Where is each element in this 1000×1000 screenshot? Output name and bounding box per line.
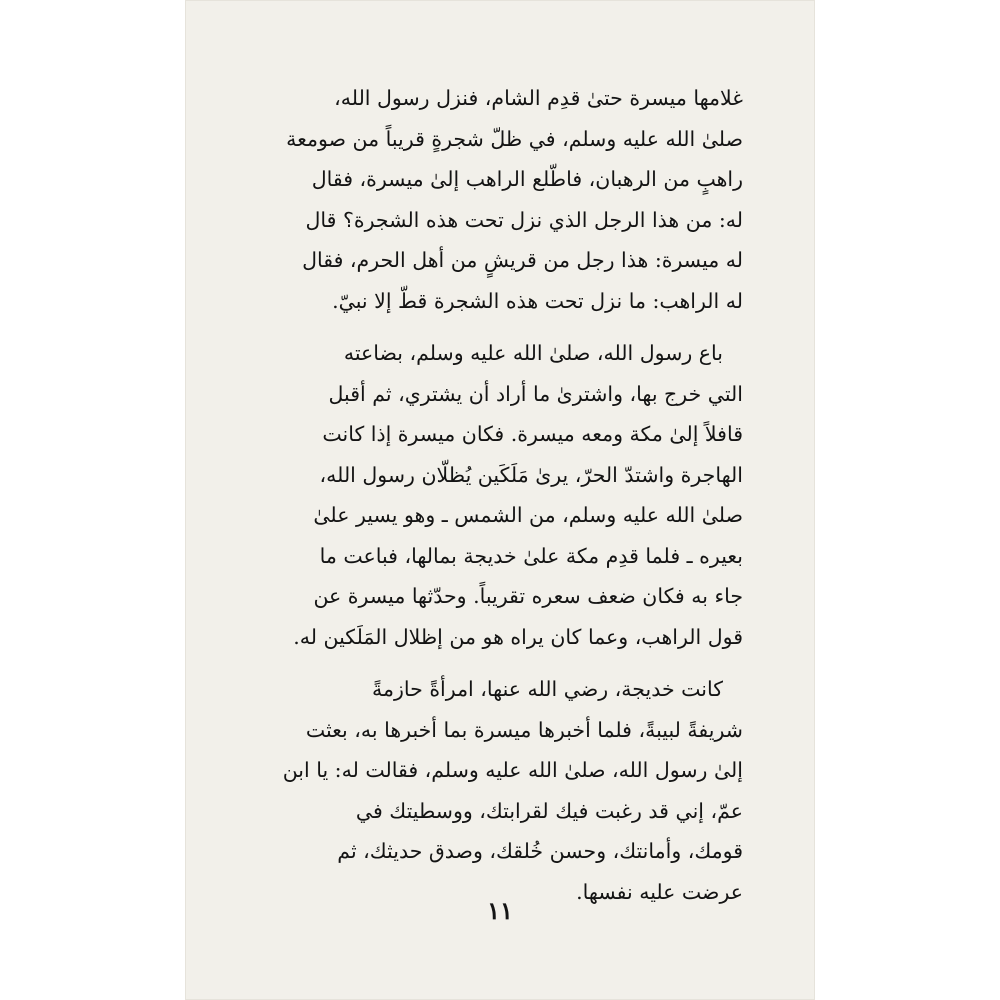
page-number: ١١	[487, 896, 513, 925]
paragraph-1: غلامها ميسرة حتىٰ قدِم الشام، فنزل رسول الله، صلىٰ الله عليه وسلم، في ظلّ شجرةٍ قريباً من صومعة راهبٍ من الرهبان، فاطّلع الراهب إلىٰ ميسرة، فقال له: من هذا الرجل الذي نزل تحت هذه الشجرة؟ قال له ميسرة: هذا رجل من قريشٍ من أهل الحرم، فقال له الراهب: ما نزل تحت هذه الشجرة قطّ إلا نبيّ.	[286, 86, 743, 313]
book-page	[185, 0, 815, 1000]
page-body-text	[255, 78, 743, 912]
paragraph-2: باع رسول الله، صلىٰ الله عليه وسلم، بضاعته التي خرج بها، واشترىٰ ما أراد أن يشتري، ثم أقبل قافلاً إلىٰ مكة ومعه ميسرة. فكان ميسرة إذا كانت الهاجرة واشتدّ الحرّ، يرىٰ مَلَكَين يُظلّان رسول الله، صلىٰ الله عليه وسلم، من الشمس ـ وهو يسير علىٰ بعيره ـ فلما قدِم مكة علىٰ خديجة بمالها، فباعت ما جاء به فكان ضعف سعره تقريباً. وحدّثها ميسرة عن قول الراهب، وعما كان يراه هو من إظلال المَلَكين له.	[293, 341, 743, 649]
paragraph-3: كانت خديجة، رضي الله عنها، امرأةً حازمةً شريفةً لبيبةً، فلما أخبرها ميسرة بما أخبرها به، بعثت إلىٰ رسول الله، صلىٰ الله عليه وسلم، فقالت له: يا ابن عمّ، إني قد رغبت فيك لقرابتك، ووسطيتك في قومك، وأمانتك، وحسن خُلقك، وصدق حديثك، ثم عرضت عليه نفسها.	[282, 677, 743, 904]
